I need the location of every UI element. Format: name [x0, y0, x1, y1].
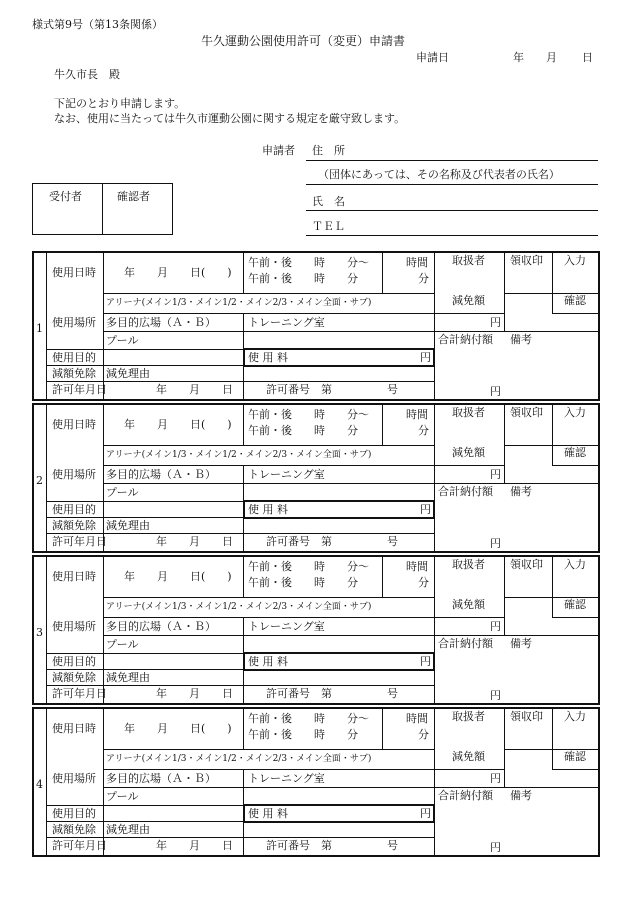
confirm-label: 確認 [564, 294, 586, 307]
application-block-1 [32, 251, 600, 401]
reduction-reason-label: 減免理由 [106, 823, 150, 836]
minutes-label: 分 [418, 424, 429, 437]
total-yen: 円 [490, 385, 501, 398]
address-line [306, 160, 598, 161]
place-label: 使用場所 [52, 316, 96, 329]
arena-options: アリーナ(メイン1/3・メイン1/2・メイン2/3・メイン全面・サブ) [106, 602, 372, 612]
receipt-stamp-label: 領収印 [510, 558, 543, 571]
form-number: 様式第9号（第13条関係） [32, 18, 163, 31]
permit-number: 許可番号 第 号 [266, 687, 398, 700]
exempt-amount-label: 減免額 [452, 446, 485, 459]
time-end: 午前・後 時 分 [248, 576, 358, 589]
total-yen: 円 [490, 537, 501, 550]
handler-label: 取扱者 [452, 710, 485, 723]
time-start: 午前・後 時 分～ [248, 712, 369, 725]
confirm-label: 確認 [564, 446, 586, 459]
receipt-stamp-label: 領収印 [510, 254, 543, 267]
total-label: 合計納付額 [438, 485, 493, 498]
permit-date-label: 許可年月日 [52, 535, 107, 548]
input-label: 入力 [564, 710, 586, 723]
remarks-label: 備考 [510, 637, 532, 650]
remarks-label: 備考 [510, 789, 532, 802]
date-label: 申請日 [416, 51, 449, 64]
permit-date-label: 許可年月日 [52, 383, 107, 396]
time-end: 午前・後 時 分 [248, 272, 358, 285]
time-start: 午前・後 時 分～ [248, 408, 369, 421]
plaza-option: 多目的広場（Ａ・Ｂ） [106, 468, 216, 481]
use-date-ymd: 年 月 日( ) [124, 418, 232, 431]
fee-label: 使 用 料 [248, 503, 288, 516]
application-block-3 [32, 555, 600, 705]
time-start: 午前・後 時 分～ [248, 256, 369, 269]
permit-date-label: 許可年月日 [52, 687, 107, 700]
name-line [306, 210, 598, 211]
permit-date-ymd: 年 月 日 [156, 839, 233, 852]
block-number: 1 [36, 322, 43, 335]
pool-option: プール [106, 334, 139, 347]
permit-number: 許可番号 第 号 [266, 383, 398, 396]
fee-yen: 円 [420, 807, 431, 820]
fee-yen: 円 [420, 655, 431, 668]
receipt-stamp-label: 領収印 [510, 710, 543, 723]
reduction-reason-label: 減免理由 [106, 519, 150, 532]
form-title: 牛久運動公園使用許可（変更）申請書 [201, 34, 406, 48]
input-label: 入力 [564, 254, 586, 267]
use-date-label: 使用日時 [52, 266, 96, 279]
exempt-yen: 円 [490, 620, 501, 633]
address-label: 住 所 [312, 144, 345, 157]
application-block-4 [32, 707, 600, 857]
purpose-label: 使用目的 [52, 655, 96, 668]
use-date-ymd: 年 月 日( ) [124, 570, 232, 583]
time-start: 午前・後 時 分～ [248, 560, 369, 573]
intro-line-1: 下記のとおり申請します。 [54, 97, 186, 110]
input-label: 入力 [564, 558, 586, 571]
total-yen: 円 [490, 841, 501, 854]
block-number: 2 [36, 474, 43, 487]
pool-option: プール [106, 790, 139, 803]
total-yen: 円 [490, 689, 501, 702]
total-label: 合計納付額 [438, 333, 493, 346]
purpose-label: 使用目的 [52, 351, 96, 364]
fee-label: 使 用 料 [248, 807, 288, 820]
use-date-ymd: 年 月 日( ) [124, 722, 232, 735]
use-date-label: 使用日時 [52, 722, 96, 735]
fee-label: 使 用 料 [248, 655, 288, 668]
reduction-reason-label: 減免理由 [106, 671, 150, 684]
place-label: 使用場所 [52, 468, 96, 481]
date-year: 年 [513, 51, 524, 64]
use-date-label: 使用日時 [52, 418, 96, 431]
pool-option: プール [106, 638, 139, 651]
date-month: 月 [546, 51, 557, 64]
arena-options: アリーナ(メイン1/3・メイン1/2・メイン2/3・メイン全面・サブ) [106, 754, 372, 764]
use-date-ymd: 年 月 日( ) [124, 266, 232, 279]
arena-options: アリーナ(メイン1/3・メイン1/2・メイン2/3・メイン全面・サブ) [106, 450, 372, 460]
input-label: 入力 [564, 406, 586, 419]
remarks-label: 備考 [510, 333, 532, 346]
handler-label: 取扱者 [452, 254, 485, 267]
arena-options: アリーナ(メイン1/3・メイン1/2・メイン2/3・メイン全面・サブ) [106, 298, 372, 308]
exempt-amount-label: 減免額 [452, 294, 485, 307]
plaza-option: 多目的広場（Ａ・Ｂ） [106, 620, 216, 633]
training-option: トレーニング室 [248, 316, 325, 329]
group-note: （団体にあっては、その名称及び代表者の氏名） [318, 168, 560, 181]
hours-label: 時間 [406, 256, 428, 269]
permit-date-ymd: 年 月 日 [156, 687, 233, 700]
exempt-amount-label: 減免額 [452, 750, 485, 763]
training-option: トレーニング室 [248, 620, 325, 633]
permit-date-ymd: 年 月 日 [156, 535, 233, 548]
receipt-stamp-label: 領収印 [510, 406, 543, 419]
minutes-label: 分 [418, 272, 429, 285]
permit-date-label: 許可年月日 [52, 839, 107, 852]
training-option: トレーニング室 [248, 468, 325, 481]
fee-yen: 円 [420, 503, 431, 516]
pool-option: プール [106, 486, 139, 499]
purpose-label: 使用目的 [52, 503, 96, 516]
application-block-2 [32, 403, 600, 553]
fee-yen: 円 [420, 351, 431, 364]
reduction-label: 減額免除 [52, 671, 96, 684]
block-number: 3 [36, 626, 43, 639]
exempt-yen: 円 [490, 316, 501, 329]
hours-label: 時間 [406, 560, 428, 573]
confirm-label: 確認 [564, 598, 586, 611]
time-end: 午前・後 時 分 [248, 424, 358, 437]
place-label: 使用場所 [52, 620, 96, 633]
intro-line-2: なお、使用に当たっては牛久市運動公園に関する規定を厳守致します。 [54, 112, 406, 125]
reception-box [32, 183, 173, 235]
training-option: トレーニング室 [248, 772, 325, 785]
total-label: 合計納付額 [438, 789, 493, 802]
group-line [306, 184, 598, 185]
permit-number: 許可番号 第 号 [266, 839, 398, 852]
time-end: 午前・後 時 分 [248, 728, 358, 741]
confirm-label: 確認 [564, 750, 586, 763]
permit-number: 許可番号 第 号 [266, 535, 398, 548]
minutes-label: 分 [418, 728, 429, 741]
reduction-label: 減額免除 [52, 519, 96, 532]
plaza-option: 多目的広場（Ａ・Ｂ） [106, 772, 216, 785]
exempt-yen: 円 [490, 468, 501, 481]
confirmer-label: 確認者 [117, 190, 150, 203]
exempt-amount-label: 減免額 [452, 598, 485, 611]
exempt-yen: 円 [490, 772, 501, 785]
hours-label: 時間 [406, 712, 428, 725]
purpose-label: 使用目的 [52, 807, 96, 820]
block-number: 4 [36, 778, 43, 791]
hours-label: 時間 [406, 408, 428, 421]
date-day: 日 [582, 51, 593, 64]
tel-line [306, 235, 598, 236]
plaza-option: 多目的広場（Ａ・Ｂ） [106, 316, 216, 329]
remarks-label: 備考 [510, 485, 532, 498]
handler-label: 取扱者 [452, 558, 485, 571]
minutes-label: 分 [418, 576, 429, 589]
reduction-label: 減額免除 [52, 823, 96, 836]
name-label: 氏 名 [312, 195, 345, 208]
handler-label: 取扱者 [452, 406, 485, 419]
addressee: 牛久市長 殿 [54, 68, 120, 81]
applicant-label: 申請者 [262, 144, 295, 157]
use-date-label: 使用日時 [52, 570, 96, 583]
permit-date-ymd: 年 月 日 [156, 383, 233, 396]
fee-label: 使 用 料 [248, 351, 288, 364]
place-label: 使用場所 [52, 772, 96, 785]
tel-label: ＴＥＬ [312, 220, 345, 233]
reduction-label: 減額免除 [52, 367, 96, 380]
reduction-reason-label: 減免理由 [106, 367, 150, 380]
receiver-label: 受付者 [49, 190, 82, 203]
total-label: 合計納付額 [438, 637, 493, 650]
